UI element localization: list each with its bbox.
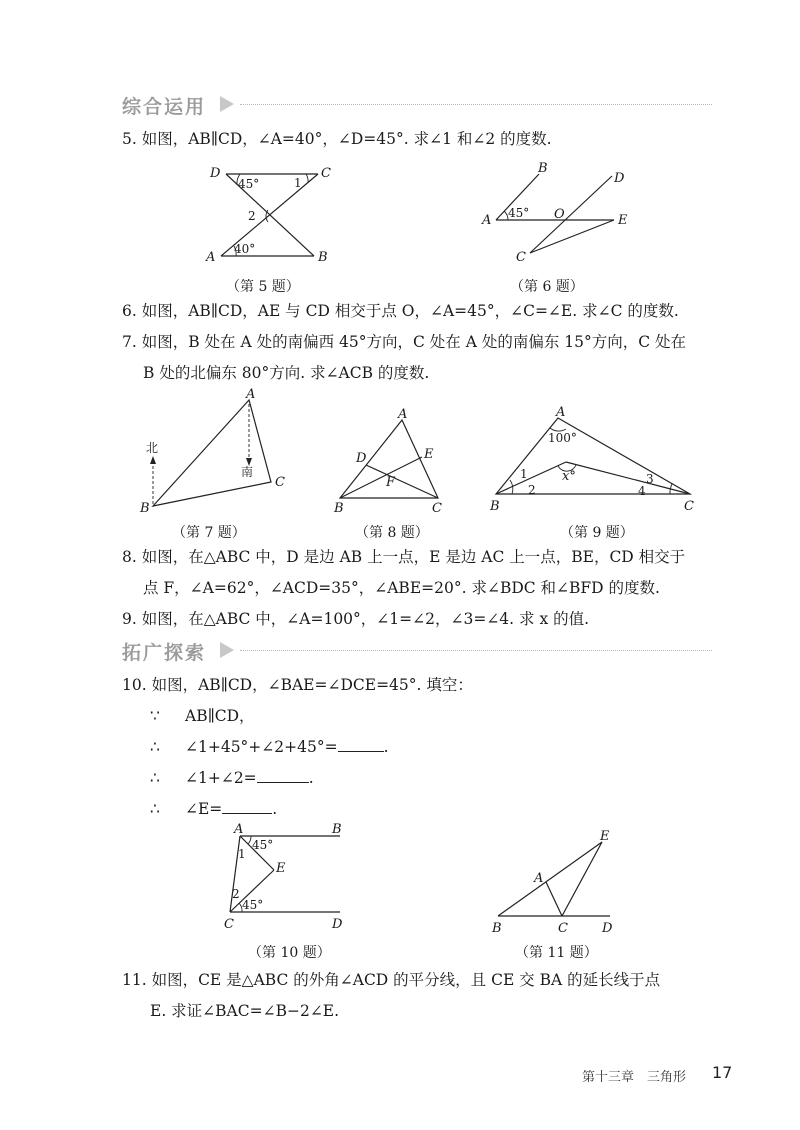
fig9-angle-x: x° [562, 469, 576, 484]
figure-11 [488, 826, 628, 938]
fig9-label-c: C [684, 499, 694, 514]
caption-fig10: （第 10 题） [248, 945, 331, 961]
fig6-label-a: A [482, 213, 492, 228]
problem-5-text: 5. 如图，AB∥CD，∠A=40°，∠D=45°. 求∠1 和∠2 的度数. [122, 130, 552, 148]
figure-9 [486, 402, 706, 520]
fig5-angle-40: 40° [234, 242, 256, 256]
fig10-label-b: B [332, 822, 342, 837]
fig6-label-d: D [614, 171, 625, 186]
page-number: 17 [712, 1063, 733, 1082]
fig6-line-ce [530, 220, 614, 253]
fig9-angle-4: 4 [638, 484, 646, 498]
fig11-label-b: B [492, 921, 502, 936]
fig10-label-d: D [332, 917, 343, 932]
section-divider [240, 650, 712, 651]
problem-7-text-line2: B 处的北偏东 80°方向. 求∠ACB 的度数. [143, 364, 430, 382]
fig11-line-ac [546, 882, 562, 916]
fig10-arc-a [248, 836, 251, 844]
section-arrow-icon [220, 96, 234, 112]
fig7-label-c: C [275, 475, 285, 490]
fig9-angle-100: 100° [548, 431, 577, 445]
caption-fig6: （第 6 题） [510, 279, 584, 295]
fig8-line-be [340, 457, 422, 498]
section-divider [240, 104, 712, 105]
figure-6 [474, 160, 644, 270]
fig11-label-a: A [534, 871, 544, 886]
fig5-label-d: D [210, 166, 221, 181]
fig8-line-dc [366, 465, 438, 498]
fig9-angle-1: 1 [520, 467, 528, 481]
fig7-label-a: A [246, 388, 256, 402]
fig7-triangle [153, 400, 271, 506]
problem-10-text: 10. 如图，AB∥CD，∠BAE=∠DCE=45°. 填空： [122, 676, 473, 694]
p10-step3-text: ∠1+∠2= [185, 769, 257, 787]
fig5-label-b: B [318, 250, 328, 265]
fig11-label-c: C [558, 921, 568, 936]
fig8-label-b: B [334, 501, 344, 516]
fig6-label-o: O [554, 207, 565, 222]
footer-chapter: 第十三章 三角形 [582, 1070, 687, 1085]
fig6-line-cd [530, 176, 612, 253]
figure-8 [330, 400, 450, 520]
p10-step4-text: ∠E= [185, 800, 223, 818]
fig9-triangle [496, 418, 690, 494]
fig11-line-ce [562, 842, 602, 916]
fig10-label-e: E [276, 861, 286, 876]
fig7-label-b: B [140, 501, 150, 516]
caption-fig11: （第 11 题） [515, 945, 598, 961]
p10-therefore-symbol: ∴ [150, 738, 160, 756]
fig10-angle-45b: 45° [242, 898, 264, 912]
caption-fig7: （第 7 题） [172, 525, 246, 541]
p10-therefore-symbol: ∴ [150, 800, 160, 818]
fig5-arc-1 [306, 174, 308, 183]
fig8-label-e: E [424, 447, 434, 462]
fig8-label-c: C [432, 501, 442, 516]
section-arrow-icon [220, 642, 234, 658]
fig10-label-c: C [224, 917, 234, 932]
fig7-north-arrow-icon [150, 456, 156, 464]
problem-7-text-line1: 7. 如图，B 处在 A 处的南偏西 45°方向，C 处在 A 处的南偏东 15°方向，C 处在 [122, 333, 687, 351]
fig10-label-a: A [234, 822, 244, 837]
p10-step3 [185, 767, 314, 789]
problem-11-text-line2: E. 求证∠BAC=∠B−2∠E. [150, 1002, 340, 1020]
fig10-angle-45a: 45° [252, 838, 274, 852]
fig10-angle-2: 2 [232, 887, 240, 901]
problem-8-text-line2: 点 F，∠A=62°，∠ACD=35°，∠ABE=20°. 求∠BDC 和∠BFD 的度数. [143, 579, 660, 597]
caption-fig9: （第 9 题） [560, 525, 634, 541]
fig11-label-e: E [600, 829, 610, 844]
problem-6-text: 6. 如图，AB∥CD，AE 与 CD 相交于点 O，∠A=45°，∠C=∠E. 求∠C 的度数. [122, 302, 679, 320]
fig9-bisector-c [566, 462, 690, 494]
p10-step2 [185, 736, 389, 758]
fig7-label-north: 北 [146, 441, 159, 455]
fig6-angle-45: 45° [508, 206, 530, 220]
problem-11-text-line1: 11. 如图，CE 是△ABC 的外角∠ACD 的平分线，且 CE 交 BA 的延长线于点 [122, 971, 661, 989]
p10-blank-2[interactable] [257, 768, 309, 783]
p10-step4-period: . [272, 800, 278, 818]
fig5-angle-2: 2 [248, 209, 256, 223]
fig5-label-c: C [321, 166, 331, 181]
figure-5 [196, 160, 346, 270]
figure-7 [136, 388, 296, 518]
caption-fig8: （第 8 题） [355, 525, 429, 541]
fig9-angle-2: 2 [528, 483, 536, 497]
fig8-label-d: D [356, 451, 367, 466]
fig8-label-f: F [386, 475, 396, 490]
section-title-comprehensive: 综合运用 [122, 96, 207, 118]
fig10-angle-1: 1 [238, 847, 246, 861]
figure-10 [222, 820, 352, 936]
fig5-angle-45: 45° [238, 177, 260, 191]
caption-fig5: （第 5 题） [226, 279, 300, 295]
p10-step3-period: . [308, 769, 314, 787]
fig7-label-south: 南 [241, 465, 254, 479]
fig9-label-a: A [556, 405, 566, 420]
fig5-label-a: A [206, 250, 216, 265]
section-title-explore: 拓广探索 [122, 642, 207, 664]
fig6-label-c: C [516, 250, 526, 265]
fig8-label-a: A [398, 407, 408, 422]
p10-step2-period: . [383, 738, 389, 756]
p10-blank-1[interactable] [338, 737, 384, 752]
fig11-line-be [498, 842, 602, 916]
problem-8-text-line1: 8. 如图，在△ABC 中，D 是边 AB 上一点，E 是边 AC 上一点，BE，CD 相交于 [122, 548, 686, 566]
p10-blank-3[interactable] [222, 799, 272, 814]
fig6-label-e: E [618, 213, 628, 228]
p10-therefore-symbol: ∴ [150, 769, 160, 787]
problem-9-text: 9. 如图，在△ABC 中，∠A=100°，∠1=∠2，∠3=∠4. 求 x 的值. [122, 610, 590, 628]
p10-step1: AB∥CD， [185, 707, 255, 725]
p10-because-symbol: ∵ [150, 707, 160, 725]
p10-step4 [185, 798, 277, 820]
p10-step2-text: ∠1+45°+∠2+45°= [185, 738, 338, 756]
fig11-label-d: D [602, 921, 613, 936]
fig9-angle-3: 3 [646, 472, 654, 486]
fig5-angle-1: 1 [294, 176, 302, 190]
fig9-label-b: B [490, 499, 500, 514]
fig6-label-b: B [538, 161, 548, 176]
